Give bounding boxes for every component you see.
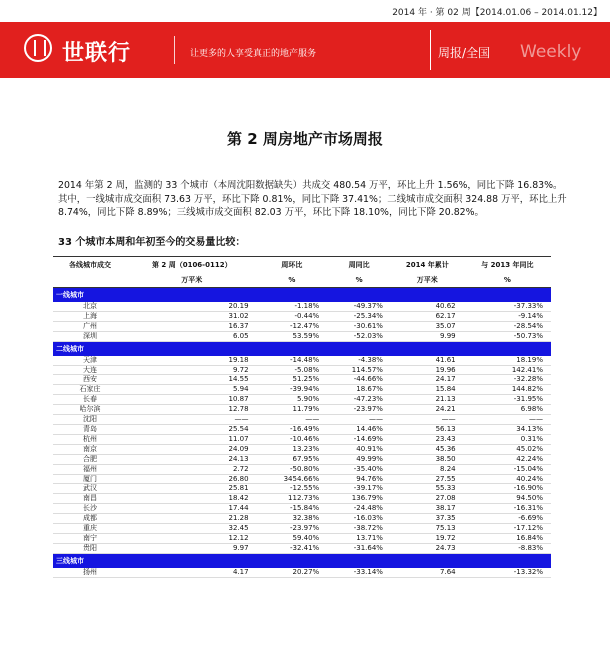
- table-cell: 24.17: [391, 375, 464, 385]
- table-cell: -15.84%: [257, 504, 328, 514]
- table-cell: -39.17%: [327, 484, 391, 494]
- table-cell: 9.99: [391, 331, 464, 341]
- table-cell: 32.38%: [257, 514, 328, 524]
- table-cell: 13.23%: [257, 444, 328, 454]
- table-row: [53, 514, 551, 524]
- table-cell: -4.38%: [327, 356, 391, 365]
- unit-header: %: [327, 274, 391, 288]
- table-cell: -12.47%: [257, 321, 328, 331]
- column-header: 各线城市成交: [53, 257, 127, 275]
- unit-header: %: [464, 274, 551, 288]
- city-name: 长沙: [53, 504, 127, 514]
- weekly-label: 周报/全国: [438, 46, 491, 60]
- column-header: 2014 年累计: [391, 257, 464, 275]
- table-cell: 53.59%: [257, 331, 328, 341]
- table-cell: -52.03%: [327, 331, 391, 341]
- table-cell: 16.84%: [464, 533, 551, 543]
- banner: [0, 22, 610, 78]
- table-cell: 62.17: [391, 311, 464, 321]
- table-cell: 18.42: [127, 494, 257, 504]
- table-cell: -16.03%: [327, 514, 391, 524]
- table-cell: -35.40%: [327, 464, 391, 474]
- table-header-row: [53, 257, 551, 275]
- table-cell: -47.23%: [327, 395, 391, 405]
- table-cell: -23.97%: [327, 405, 391, 415]
- table-row: [53, 395, 551, 405]
- city-name: 南昌: [53, 494, 127, 504]
- city-name: 大连: [53, 365, 127, 375]
- table-cell: 12.12: [127, 533, 257, 543]
- table-row: [53, 405, 551, 415]
- table-cell: 55.33: [391, 484, 464, 494]
- city-name: 天津: [53, 356, 127, 365]
- table-cell: 14.46%: [327, 424, 391, 434]
- table-cell: 37.35: [391, 514, 464, 524]
- table-cell: 38.50: [391, 454, 464, 464]
- table-cell: -32.28%: [464, 375, 551, 385]
- table-cell: 5.90%: [257, 395, 328, 405]
- city-name: 福州: [53, 464, 127, 474]
- table-cell: -25.34%: [327, 311, 391, 321]
- table-cell: -38.72%: [327, 524, 391, 534]
- column-header: 周环比: [257, 257, 328, 275]
- column-header: 第 2 周（0106-0112）: [127, 257, 257, 275]
- table-cell: 20.27%: [257, 568, 328, 577]
- table-row: [53, 311, 551, 321]
- city-name: 石家庄: [53, 385, 127, 395]
- table-cell: ——: [464, 415, 551, 425]
- table-cell: 5.94: [127, 385, 257, 395]
- table-cell: 94.50%: [464, 494, 551, 504]
- city-name: 西安: [53, 375, 127, 385]
- table-cell: -8.83%: [464, 543, 551, 553]
- table-cell: 15.84: [391, 385, 464, 395]
- city-name: 长春: [53, 395, 127, 405]
- table-row: [53, 434, 551, 444]
- table-cell: 142.41%: [464, 365, 551, 375]
- table-cell: -17.12%: [464, 524, 551, 534]
- table-cell: -31.64%: [327, 543, 391, 553]
- table-cell: 12.78: [127, 405, 257, 415]
- table-cell: 19.72: [391, 533, 464, 543]
- table-cell: 23.43: [391, 434, 464, 444]
- table-cell: ——: [327, 415, 391, 425]
- table-cell: 19.96: [391, 365, 464, 375]
- table-cell: 42.24%: [464, 454, 551, 464]
- table-row: [53, 474, 551, 484]
- table-cell: -9.14%: [464, 311, 551, 321]
- table-cell: 11.79%: [257, 405, 328, 415]
- city-name: 杭州: [53, 434, 127, 444]
- table-cell: 26.80: [127, 474, 257, 484]
- table-cell: -12.55%: [257, 484, 328, 494]
- table-row: [53, 385, 551, 395]
- table-cell: -16.49%: [257, 424, 328, 434]
- table-cell: ——: [127, 415, 257, 425]
- table-cell: 34.13%: [464, 424, 551, 434]
- group-header-row: [53, 288, 551, 303]
- table-cell: 25.54: [127, 424, 257, 434]
- table-cell: 67.95%: [257, 454, 328, 464]
- column-header: 与 2013 年同比: [464, 257, 551, 275]
- table-cell: -0.44%: [257, 311, 328, 321]
- table-cell: -28.54%: [464, 321, 551, 331]
- table-cell: 17.44: [127, 504, 257, 514]
- table-cell: 7.64: [391, 568, 464, 577]
- city-name: 南京: [53, 444, 127, 454]
- table-cell: 136.79%: [327, 494, 391, 504]
- table-cell: 24.09: [127, 444, 257, 454]
- table-cell: 45.02%: [464, 444, 551, 454]
- city-name: 广州: [53, 321, 127, 331]
- table-cell: 27.55: [391, 474, 464, 484]
- table-row: [53, 302, 551, 311]
- table-row: [53, 494, 551, 504]
- table-cell: 4.17: [127, 568, 257, 577]
- unit-header: 万平米: [391, 274, 464, 288]
- city-name: 成都: [53, 514, 127, 524]
- table-cell: -13.32%: [464, 568, 551, 577]
- table-row: [53, 484, 551, 494]
- table-cell: -16.90%: [464, 484, 551, 494]
- table-cell: 38.17: [391, 504, 464, 514]
- table-cell: 16.37: [127, 321, 257, 331]
- table-cell: 18.19%: [464, 356, 551, 365]
- table-cell: 45.36: [391, 444, 464, 454]
- brand-name: 世联行: [62, 41, 132, 66]
- table-cell: 40.62: [391, 302, 464, 311]
- city-name: 北京: [53, 302, 127, 311]
- unit-header: %: [257, 274, 328, 288]
- table-cell: 6.98%: [464, 405, 551, 415]
- table-cell: 94.76%: [327, 474, 391, 484]
- group-label: 一线城市: [53, 288, 551, 303]
- table-cell: 11.07: [127, 434, 257, 444]
- table-row: [53, 543, 551, 553]
- city-name: 沈阳: [53, 415, 127, 425]
- table-row: [53, 424, 551, 434]
- table-cell: -33.14%: [327, 568, 391, 577]
- table-row: [53, 356, 551, 365]
- table-cell: 114.57%: [327, 365, 391, 375]
- table-cell: -14.48%: [257, 356, 328, 365]
- table-cell: 24.73: [391, 543, 464, 553]
- table-cell: 59.40%: [257, 533, 328, 543]
- table-cell: -30.61%: [327, 321, 391, 331]
- table-row: [53, 444, 551, 454]
- table-cell: 31.02: [127, 311, 257, 321]
- city-name: 青岛: [53, 424, 127, 434]
- unit-header: [53, 274, 127, 288]
- transaction-table: [53, 256, 551, 578]
- table-cell: 13.71%: [327, 533, 391, 543]
- table-cell: 35.07: [391, 321, 464, 331]
- table-row: [53, 504, 551, 514]
- table-row: [53, 524, 551, 534]
- table-cell: -14.69%: [327, 434, 391, 444]
- table-cell: -50.80%: [257, 464, 328, 474]
- group-label: 二线城市: [53, 341, 551, 356]
- table-cell: -50.73%: [464, 331, 551, 341]
- table-cell: -1.18%: [257, 302, 328, 311]
- summary-paragraph: 2014 年第 2 周，监测的 33 个城市（本周沈阳数据缺失）共成交 480.54 万平，环比上升 1.56%，同比下降 16.83%。其中，一线城市成交面积 73.63 万平，环比下降 0.81%，同比下降 37.41%；二线城市成交面积 324.88 万平，环比上升 8.74%，同比下降 8.89%；三线城市成交面积 82.03 万平，环比下降 18.10%，同比下降 20.82%。: [58, 180, 567, 218]
- table-cell: 27.08: [391, 494, 464, 504]
- table-cell: -5.08%: [257, 365, 328, 375]
- table-cell: 49.99%: [327, 454, 391, 464]
- city-name: 厦门: [53, 474, 127, 484]
- table-cell: 2.72: [127, 464, 257, 474]
- table-cell: 21.13: [391, 395, 464, 405]
- table-cell: ——: [391, 415, 464, 425]
- table-cell: -37.33%: [464, 302, 551, 311]
- page-title: 第 2 周房地产市场周报: [227, 130, 383, 148]
- table-cell: -32.41%: [257, 543, 328, 553]
- table-cell: 21.28: [127, 514, 257, 524]
- table-cell: -6.69%: [464, 514, 551, 524]
- table-cell: 40.24%: [464, 474, 551, 484]
- group-label: 三线城市: [53, 553, 551, 568]
- table-cell: 40.91%: [327, 444, 391, 454]
- table-cell: -15.04%: [464, 464, 551, 474]
- city-name: 南宁: [53, 533, 127, 543]
- table-cell: -49.37%: [327, 302, 391, 311]
- unit-header: 万平米: [127, 274, 257, 288]
- city-name: 合肥: [53, 454, 127, 464]
- table-cell: 6.05: [127, 331, 257, 341]
- table-cell: -44.66%: [327, 375, 391, 385]
- slogan: 让更多的人享受真正的地产服务: [190, 49, 317, 59]
- table-cell: 0.31%: [464, 434, 551, 444]
- table-cell: 24.21: [391, 405, 464, 415]
- city-name: 贵阳: [53, 543, 127, 553]
- table-cell: -23.97%: [257, 524, 328, 534]
- table-cell: 18.67%: [327, 385, 391, 395]
- table-row: [53, 454, 551, 464]
- divider: [174, 36, 175, 64]
- table-cell: 32.45: [127, 524, 257, 534]
- logo-icon: [24, 34, 52, 62]
- table-cell: -39.94%: [257, 385, 328, 395]
- table-cell: 41.61: [391, 356, 464, 365]
- group-header-row: [53, 341, 551, 356]
- table-cell: -10.46%: [257, 434, 328, 444]
- table-cell: -16.31%: [464, 504, 551, 514]
- table-cell: -24.48%: [327, 504, 391, 514]
- table-cell: -31.95%: [464, 395, 551, 405]
- table-row: [53, 365, 551, 375]
- table-cell: 144.82%: [464, 385, 551, 395]
- issue-date: 2014 年 · 第 02 周【2014.01.06 – 2014.01.12】: [392, 8, 602, 18]
- table-row: [53, 568, 551, 577]
- table-cell: 56.13: [391, 424, 464, 434]
- city-name: 哈尔滨: [53, 405, 127, 415]
- column-header: 周同比: [327, 257, 391, 275]
- city-name: 深圳: [53, 331, 127, 341]
- table-row: [53, 331, 551, 341]
- table-cell: 10.87: [127, 395, 257, 405]
- table-unit-row: [53, 274, 551, 288]
- group-header-row: [53, 553, 551, 568]
- city-name: 重庆: [53, 524, 127, 534]
- table-cell: 112.73%: [257, 494, 328, 504]
- table-row: [53, 415, 551, 425]
- city-name: 上海: [53, 311, 127, 321]
- table-cell: 20.19: [127, 302, 257, 311]
- table-row: [53, 321, 551, 331]
- table-cell: 3454.66%: [257, 474, 328, 484]
- table-caption: 33 个城市本周和年初至今的交易量比较：: [58, 237, 246, 248]
- table-cell: 24.13: [127, 454, 257, 464]
- issue-bar: [0, 0, 610, 22]
- table-row: [53, 464, 551, 474]
- table-cell: 9.72: [127, 365, 257, 375]
- table-cell: 75.13: [391, 524, 464, 534]
- table-cell: 19.18: [127, 356, 257, 365]
- table-cell: 51.25%: [257, 375, 328, 385]
- table-cell: 14.55: [127, 375, 257, 385]
- table-row: [53, 533, 551, 543]
- city-name: 扬州: [53, 568, 127, 577]
- table-cell: 8.24: [391, 464, 464, 474]
- table-cell: 9.97: [127, 543, 257, 553]
- weekly-watermark: Weekly: [520, 42, 582, 62]
- table-row: [53, 375, 551, 385]
- table-cell: 25.81: [127, 484, 257, 494]
- table-cell: ——: [257, 415, 328, 425]
- city-name: 武汉: [53, 484, 127, 494]
